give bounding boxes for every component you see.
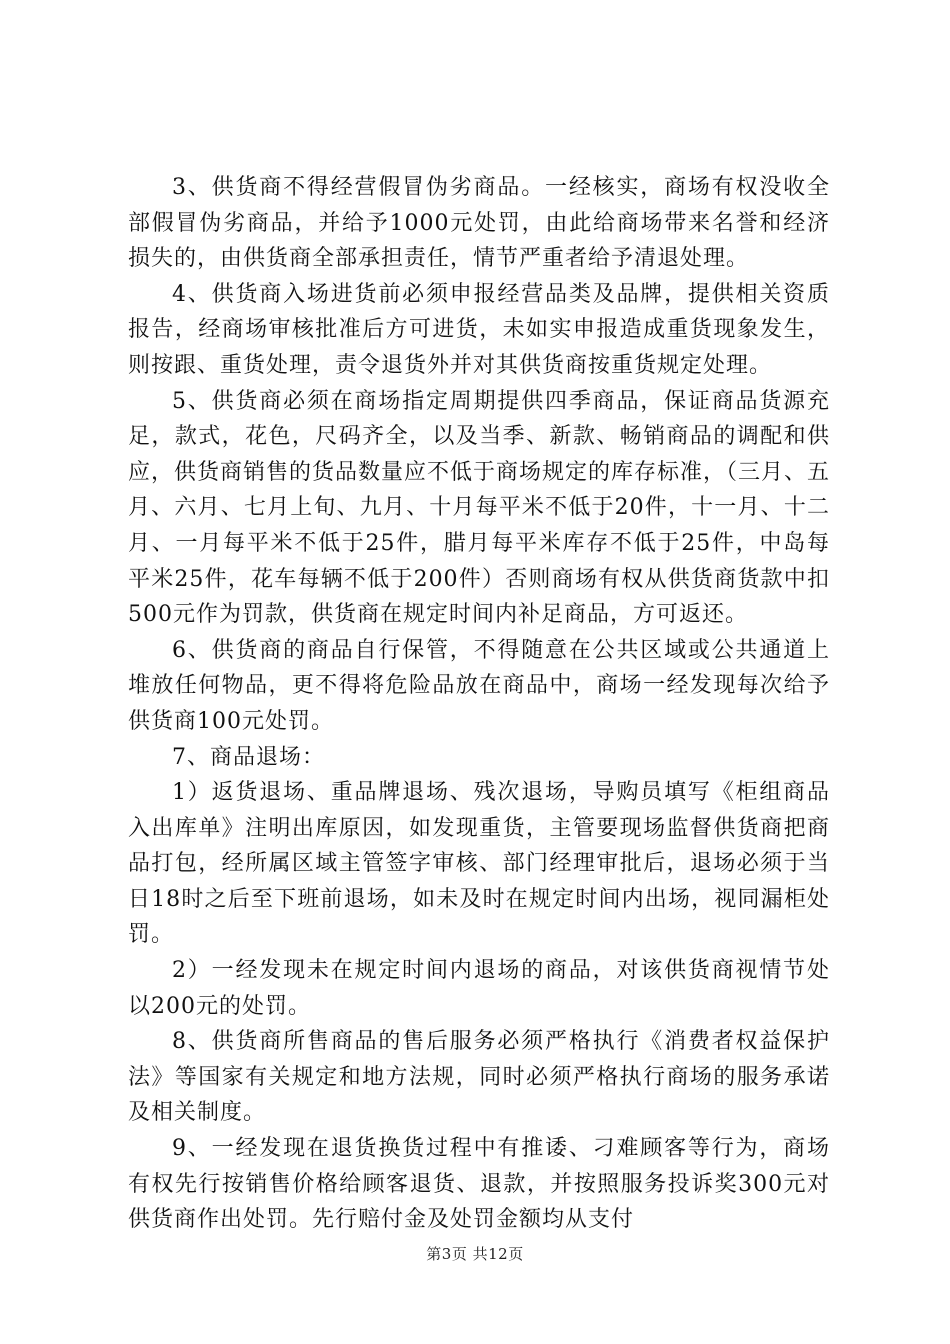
paragraph-item-7-heading: 7、商品退场： <box>172 744 325 770</box>
paragraph-item-4: 4、供货商入场进货前必须申报经营品类及品牌，提供相关资质报告，经商场审核批准后方可进货，未如实申报造成重货现象发生，则按跟、重货处理，责令退货外并对其供货商按重货规定处理。 <box>128 281 830 378</box>
paragraph-item-3: 3、供货商不得经营假冒伪劣商品。一经核实，商场有权没收全部假冒伪劣商品，并给予1000元处罚，由此给商场带来名誉和经济损失的，由供货商全部承担责任，情节严重者给予清退处理。 <box>128 175 830 272</box>
document-body <box>128 170 830 1238</box>
paragraph-item-8: 8、供货商所售商品的售后服务必须严格执行《消费者权益保护法》等国家有关规定和地方法规，同时必须严格执行商场的服务承诺及相关制度。 <box>128 1029 830 1126</box>
paragraph-item-9: 9、一经发现在退货换货过程中有推诿、刁难顾客等行为，商场有权先行按销售价格给顾客退货、退款，并按照服务投诉奖300元对供货商作出处罚。先行赔付金及处罚金额均从支付 <box>128 1136 830 1233</box>
page-number-footer: 第3页 共12页 <box>426 1245 524 1263</box>
paragraph-item-7-1: 1）返货退场、重品牌退场、残次退场，导购员填写《柜组商品入出库单》注明出库原因，如发现重货，主管要现场监督供货商把商品打包，经所属区域主管签字审核、部门经理审批后，退场必须于当日18时之后至下班前退场，如未及时在规定时间内出场，视同漏柜处罚。 <box>128 780 830 948</box>
paragraph-item-6: 6、供货商的商品自行保管，不得随意在公共区域或公共通道上堆放任何物品，更不得将危险品放在商品中，商场一经发现每次给予供货商100元处罚。 <box>128 637 830 734</box>
paragraph-item-5: 5、供货商必须在商场指定周期提供四季商品，保证商品货源充足，款式，花色，尺码齐全，以及当季、新款、畅销商品的调配和供应，供货商销售的货品数量应不低于商场规定的库存标准，（三月、五月、六月、七月上旬、九月、十月每平米不低于20件，十一月、十二月、一月每平米不低于25件，腊月每平米库存不低于25件，中岛每平米25件，花车每辆不低于200件）否则商场有权从供货商货款中扣500元作为罚款，供货商在规定时间内补足商品，方可返还。 <box>128 388 831 628</box>
paragraph-item-7-2: 2）一经发现未在规定时间内退场的商品，对该供货商视情节处以200元的处罚。 <box>128 958 830 1019</box>
